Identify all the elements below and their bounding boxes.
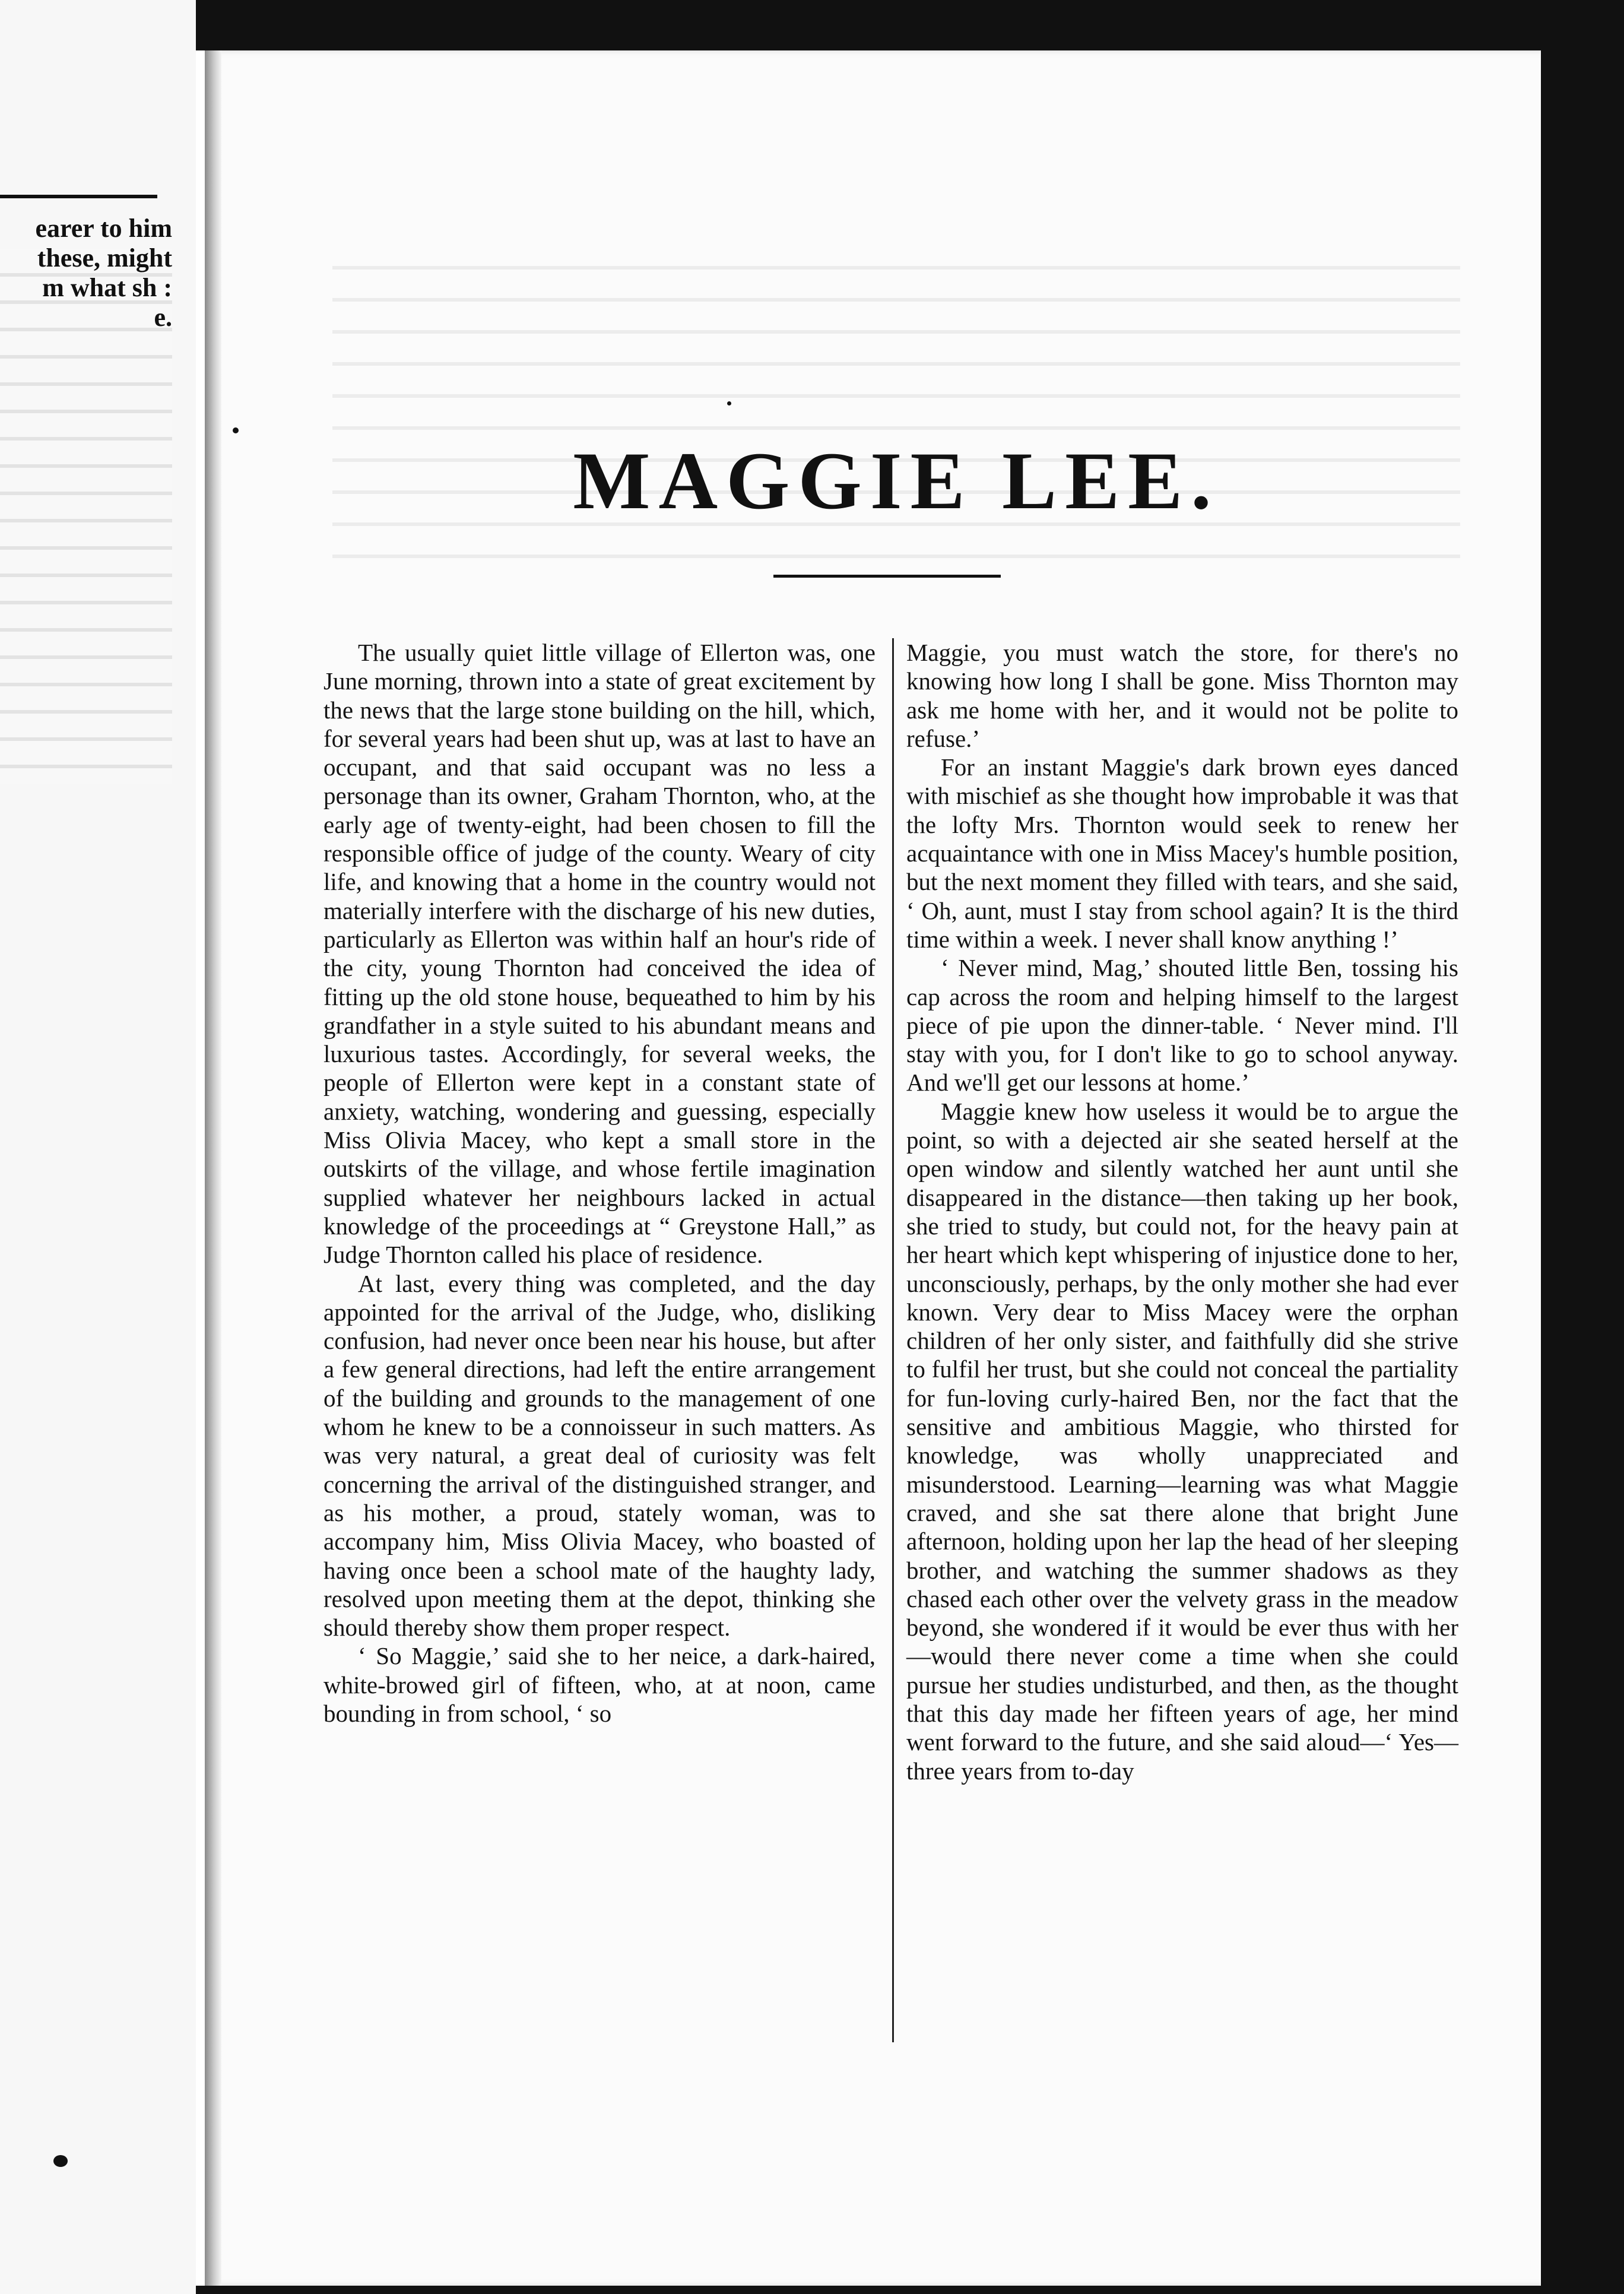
facing-line: these, might [37, 243, 172, 273]
paragraph: Maggie, you must watch the store, for there's no knowing how long I shall be gone. Miss Thornton may ask me home with her, and it would not be polite to refuse.’ [906, 639, 1458, 752]
facing-line: earer to him [35, 214, 172, 243]
page-gutter-shadow [205, 50, 221, 2286]
article-title: MAGGIE LEE. [573, 435, 1220, 526]
paragraph: ‘ So Maggie,’ said she to her neice, a dark-haired, white-browed girl of fifteen, who, at at noon, came bounding in from school, ‘ so [323, 1642, 876, 1727]
scan-bottom-border [196, 2286, 1624, 2294]
column-divider [892, 638, 894, 2042]
right-text-column [906, 638, 1458, 1785]
left-text-column [323, 638, 876, 1728]
facing-page-text [0, 214, 172, 332]
facing-line: m what sh : [42, 273, 172, 302]
ink-speck [233, 427, 239, 433]
paragraph: For an instant Maggie's dark brown eyes danced with mischief as she thought how improbable it was that the lofty Mrs. Thornton would seek to renew her acquaintance with one in Miss Macey's humble position, but the next moment they filled with tears, and she said, ‘ Oh, aunt, must I stay from school again? It is the third time within a week. I never shall know anything !’ [906, 753, 1458, 953]
paragraph: Maggie knew how useless it would be to argue the point, so with a dejected air she seated herself at the open window and silently watched her aunt until she disappeared in the distance—then taking up her book, she tried to study, but could not, for the heavy pain at her heart which kept whispering of injustice done to her, unconsciously, perhaps, by the only mother she had ever known. Very dear to Miss Macey were the orphan children of her only sister, and faithfully did she strive to fulfil her trust, but she could not conceal the partiality for fun-loving curly-haired Ben, nor the fact that the sensitive and ambitious Maggie, who thirsted for knowledge, was wholly unappreciated and misunderstood. Learning—learning was what Maggie craved, and she sat there alone that bright June afternoon, holding upon her lap the head of her sleeping brother, and watching the summer shadows as they chased each other over the velvety grass in the meadow beyond, she wondered if it would be ever thus with her—would there never come a time when she could pursue her studies undisturbed, and then, as the thought that this day made her fifteen years of age, her mind went forward to the future, and she said aloud—‘ Yes—three years from to-day [906, 1097, 1458, 1785]
title-rule [773, 575, 1001, 578]
paragraph: At last, every thing was completed, and the day appointed for the arrival of the Judge, who, disliking confusion, had never once been near his house, but after a few general directions, had left the entire arrangement of the building and grounds to the management of one whom he knew to be a connoisseur in such matters. As was very natural, a great deal of curiosity was felt concerning the arrival of the distinguished stranger, and as his mother, a proud, stately woman, was to accompany him, Miss Olivia Macey, who boasted of having once been a school mate of the haughty lady, resolved upon meeting them at the depot, thinking she should thereby show them proper respect. [323, 1269, 876, 1642]
ink-speck [53, 2155, 68, 2167]
ink-speck [727, 401, 731, 405]
facing-line: e. [154, 303, 172, 332]
paragraph: ‘ Never mind, Mag,’ shouted little Ben, tossing his cap across the room and helping himself to the largest piece of pie upon the dinner-table. ‘ Never mind. I'll stay with you, for I don't like to go to school anyway. And we'll get our lessons at home.’ [906, 954, 1458, 1097]
facing-page-rule [0, 195, 157, 198]
scan-right-border [1541, 0, 1624, 2294]
paragraph: The usually quiet little village of Ellerton was, one June morning, thrown into a state of great excitement by the news that the large stone building on the hill, which, for several years had been shut up, was at last to have an occupant, and that said occupant was no less a personage than its owner, Graham Thornton, who, at the early age of twenty-eight, had been chosen to fill the responsible office of judge of the county. Weary of city life, and knowing that a home in the country would not materially interfere with the discharge of his new duties, particularly as Ellerton was within half an hour's ride of the city, young Thornton had conceived the idea of fitting up the old stone house, bequeathed to him by his grandfather in a style suited to his abundant means and luxurious tastes. Accordingly, for several weeks, the people of Ellerton were kept in a constant state of anxiety, watching, wondering and guessing, especially Miss Olivia Macey, who kept a small store in the outskirts of the village, and whose fertile imagination supplied whatever her neighbours lacked in actual knowledge of the proceedings at “ Greystone Hall,” as Judge Thornton called his place of residence. [323, 639, 876, 1269]
scan-top-border [196, 0, 1624, 50]
facing-page-strip [0, 0, 196, 2294]
